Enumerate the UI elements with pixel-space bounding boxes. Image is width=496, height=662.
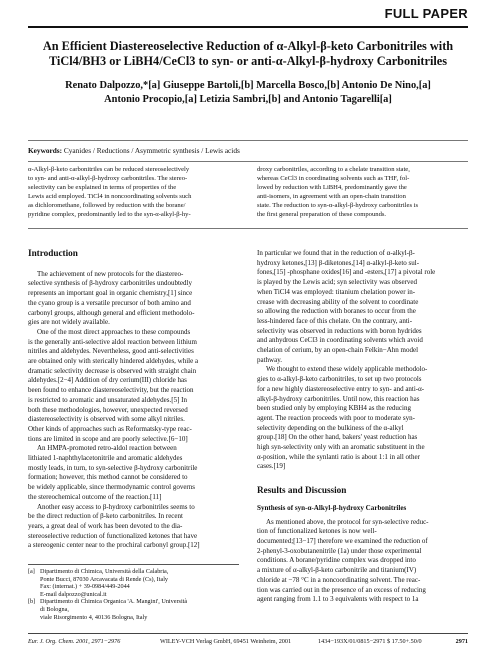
paragraph	[257, 518, 468, 605]
text-line: been studied only by employing KBH4 as the reducing	[257, 404, 411, 413]
text-line: tion was carried out in the presence of an excess of reducing	[257, 585, 426, 594]
text-line: is played by the Lewis acid; syn selectivity was observed	[257, 278, 417, 287]
text-line: represents an important goal in organic chemistry,[1] since	[28, 289, 193, 298]
text-line: selective synthesis of β-hydroxy carbonitriles undoubtedly	[28, 279, 192, 288]
affiliation-line: Dipartimento di Chimica Organica 'A. Mangini', Università	[40, 598, 188, 606]
page-number: 2971	[455, 638, 468, 645]
paragraph	[28, 328, 239, 444]
author-list	[28, 79, 468, 107]
text-line: selectivity depending on the bulkiness of the α-alkyl	[257, 423, 404, 432]
affiliation-label: [a]	[28, 568, 35, 575]
paragraph	[257, 365, 468, 472]
footnote-rule	[28, 564, 239, 565]
abstract-line: pyridine complex, predominantly led to the syn-α-alkyl-β-hy-	[28, 210, 191, 218]
right-column	[257, 249, 468, 605]
text-line: for a new highly diastereoselective entry to syn- and anti-α-	[257, 384, 425, 393]
left-column	[28, 249, 239, 551]
keywords	[28, 146, 468, 155]
paper-type-label: FULL PAPER	[384, 6, 468, 21]
text-line: tion of functionalized ketones is now well-	[257, 527, 377, 536]
keywords-text: Cyanides / Reductions / Asymmetric synthesis / Lewis acids	[63, 146, 240, 155]
text-line: group.[18] On the other hand, bakers' yeast reduction has	[257, 433, 418, 442]
abstract-line: droxy carbonitriles, according to a chelate transition state,	[257, 166, 410, 173]
text-line: One of the most direct approaches to these compounds	[37, 327, 191, 336]
footer-rule	[28, 633, 468, 634]
text-line: been found to enhance diastereoselectivity, but the reaction	[28, 386, 194, 395]
text-line: hydroxy ketones,[13] β-diketones,[14] α-alkyl-β-keto sul-	[257, 258, 420, 267]
text-line: when TiCl4 was employed: titanium chelation power in-	[257, 287, 416, 296]
keywords-bottom-rule	[28, 161, 468, 162]
text-line: fones,[15] -phosphane oxides[16] and -esters,[17] a pivotal role	[257, 268, 436, 277]
title-line: TiCl4/BH3 or LiBH4/CeCl3 to syn- or anti-α-Alkyl-β-hydroxy Carbonitriles	[48, 54, 448, 68]
text-line: a mixture of α-alkyl-β-keto carbonitrile and titanium(IV)	[257, 566, 417, 575]
text-line: be widely applicable, since thermodynamic control governs	[28, 483, 195, 492]
abstract-line: state. The reduction to syn-α-alkyl-β-hydroxy carbonitriles is	[257, 201, 419, 209]
text-line: carbonyl groups, although general and efficient methodolo-	[28, 308, 195, 317]
text-line: documented;[13−17] therefore we examined the reduction of	[257, 536, 428, 545]
text-line: Another easy access to β-hydroxy carbonitriles seems to	[37, 502, 195, 511]
abstract-line: to syn- and anti-α-alkyl-β-hydroxy carbonitriles. The stereo-	[28, 174, 188, 182]
abstract-line: the first general preparation of these compounds.	[257, 210, 387, 218]
title-line: An Efficient Diastereoselective Reduction of α-Alkyl-β-keto Carbonitriles with	[42, 39, 454, 53]
abstract-line: lowed by reduction with LiBH4, predominantly gave the	[257, 183, 407, 191]
text-line: We thought to extend these widely applicable methodolo-	[266, 365, 428, 374]
text-line: cases.[19]	[257, 462, 286, 471]
text-line: diastereoselectivity is observed with some alkyl nitriles.	[28, 415, 185, 424]
affiliations	[28, 568, 239, 621]
introduction-heading: Introduction	[28, 248, 78, 258]
paragraph	[28, 270, 239, 328]
text-line: Other kinds of approaches such as Reformatsky-type reac-	[28, 424, 192, 433]
paragraph	[28, 444, 239, 502]
keywords-label: Keywords:	[28, 146, 63, 155]
abstract-line: as dichloromethane, followed by reduction with the borane/	[28, 201, 186, 209]
header-rule	[28, 26, 468, 28]
affiliation-line: di Bologna,	[40, 605, 69, 613]
text-line: chloride at −78 °C in a noncoordinating solvent. The reac-	[257, 575, 421, 584]
text-line: gies to α-alkyl-β-keto carbonitriles, to set up two protocols	[257, 375, 422, 384]
text-line: tions are limited in scope and are poorly selective.[6−10]	[28, 434, 188, 443]
affiliation-line: Fax: (internat.) + 39-0984/449-2044	[40, 583, 130, 591]
author-line: Renato Dalpozzo,*[a] Giuseppe Bartoli,[b] Marcella Bosco,[b] Antonio De Nino,[a]	[65, 80, 431, 91]
text-line: aldehydes.[2−4] Addition of dry cerium(III) chloride has	[28, 376, 187, 385]
affiliation-a	[28, 568, 239, 598]
text-line: a stereogenic center near to the prochiral carbonyl group.[12]	[28, 541, 200, 550]
text-line: be the direct reduction of β-keto carbonitriles. In recent	[28, 512, 183, 521]
text-line: stereoselective reduction of functionalized ketones that have	[28, 531, 198, 540]
text-line: α-position, while the synlanti ratio is about 1:1 in all other	[257, 452, 420, 461]
abstract-line: whereas CeCl3 in coordinating solvents such as THF, fol-	[257, 174, 410, 182]
text-line: are obtained only with sterically hindered aldehydes, while a	[28, 357, 199, 366]
text-line: chelation of cerium, by an open-chain Felkin−Ahn model	[257, 346, 419, 355]
text-line: the stereochemical outcome of the reaction.[11]	[28, 492, 162, 501]
text-line: is the generally anti-selective aldol reaction between lithium	[28, 337, 197, 346]
text-line: years, a great deal of work has been devoted to the dia-	[28, 521, 183, 530]
text-line: 2-phenyl-3-oxobutanenitrile (1a) under those experimental	[257, 546, 422, 555]
text-line: mostly leads, in turn, to syn-selective β-hydroxy carbonitrile	[28, 463, 198, 472]
text-line: so allowing the reduction with boranes to occur from the	[257, 307, 416, 316]
abstract-line: selectivity can be explained in terms of properties of the	[28, 183, 177, 191]
subsection-heading: Synthesis of syn-α-Alkyl-β-hydroxy Carbonitriles	[257, 503, 407, 512]
paper-title	[28, 39, 468, 69]
affiliation-line: E-mail dalpozzo@unical.it	[40, 590, 107, 598]
text-line: selectivity was observed in reductions with boron hydrides	[257, 326, 422, 335]
abstract-bottom-rule	[28, 228, 468, 229]
issn-code: 1434−193X/01/0815−2971 $ 17.50+.50/0	[318, 638, 422, 645]
publisher-line: WILEY-VCH Verlag GmbH, 69451 Weinheim, 2001	[160, 638, 292, 645]
text-line: nitriles and aldehydes. Nevertheless, good anti-selectivities	[28, 347, 194, 356]
text-line: both these methodologies, however, unexpected reversed	[28, 405, 188, 414]
abstract-line: anti-isomers, in agreement with an open-chain transition	[257, 192, 406, 200]
affiliation-b	[28, 598, 239, 621]
text-line: An HMPA-promoted retro-aldol reaction between	[37, 444, 177, 453]
text-line: dramatic selectivity decrease is observed with straight chain	[28, 366, 197, 375]
text-line: less-hindered face of this chelate. On the contrary, anti-	[257, 316, 413, 325]
text-line: conditions. A borane/pyridine complex was dropped into	[257, 556, 416, 565]
text-line: the cyano group is a versatile precursor of both amino and	[28, 298, 191, 307]
text-line: is restricted to aromatic and unsaturated aldehydes.[5] In	[28, 395, 187, 404]
text-line: pathway.	[257, 355, 283, 364]
keywords-top-rule	[28, 140, 468, 141]
abstract-line: Lewis acid employed. TiCl4 in noncoordinating solvents such	[28, 192, 192, 200]
affiliation-line: Ponte Bucci, 87030 Arcavacata di Rende (Cs), Italy	[40, 575, 169, 583]
text-line: agent ranging from 1.1 to 3 equivalents with respect to 1a	[257, 595, 419, 604]
abstract-right	[257, 166, 468, 219]
affiliation-label: [b]	[28, 598, 36, 606]
text-line: high syn-selectivity only with an aromatic substituent in the	[257, 443, 425, 452]
text-line: lithiated 1-naphthylacetonitrile and aromatic aldehydes	[28, 454, 183, 463]
text-line: In particular we found that in the reduction of α-alkyl-β-	[257, 249, 415, 257]
text-line: agent. The reaction proceeds with poor to moderate syn-	[257, 413, 415, 422]
text-line: As mentioned above, the protocol for syn-selective reduc-	[266, 517, 429, 526]
abstract-line: α-Alkyl-β-keto carbonitriles can be reduced stereoselectively	[28, 166, 190, 173]
text-line: alkyl-β-hydroxy carbonitriles. Until now, this reaction has	[257, 394, 420, 403]
text-line: formation; however, this method cannot be considered to	[28, 473, 188, 482]
affiliation-line: viale Risorgimento 4, 40136 Bologna, Italy	[40, 613, 148, 621]
results-heading: Results and Discussion	[257, 485, 347, 496]
text-line: crease with decreasing ability of the solvent to coordinate	[257, 297, 419, 306]
paragraph	[28, 503, 239, 552]
abstract-left	[28, 166, 239, 219]
author-line: Antonio Procopio,[a] Letizia Sambri,[b] and Antonio Tagarelli[a]	[104, 94, 392, 105]
paragraph	[257, 249, 468, 365]
text-line: The achievement of new protocols for the diastereo-	[37, 269, 184, 278]
text-line: gies are not widely available.	[28, 318, 110, 327]
text-line: and anhydrous CeCl3 in coordinating solvents which avoid	[257, 336, 423, 345]
affiliation-line: Dipartimento di Chimica, Università della Calabria,	[40, 568, 169, 575]
journal-citation: Eur. J. Org. Chem. 2001, 2971−2976	[28, 638, 121, 645]
